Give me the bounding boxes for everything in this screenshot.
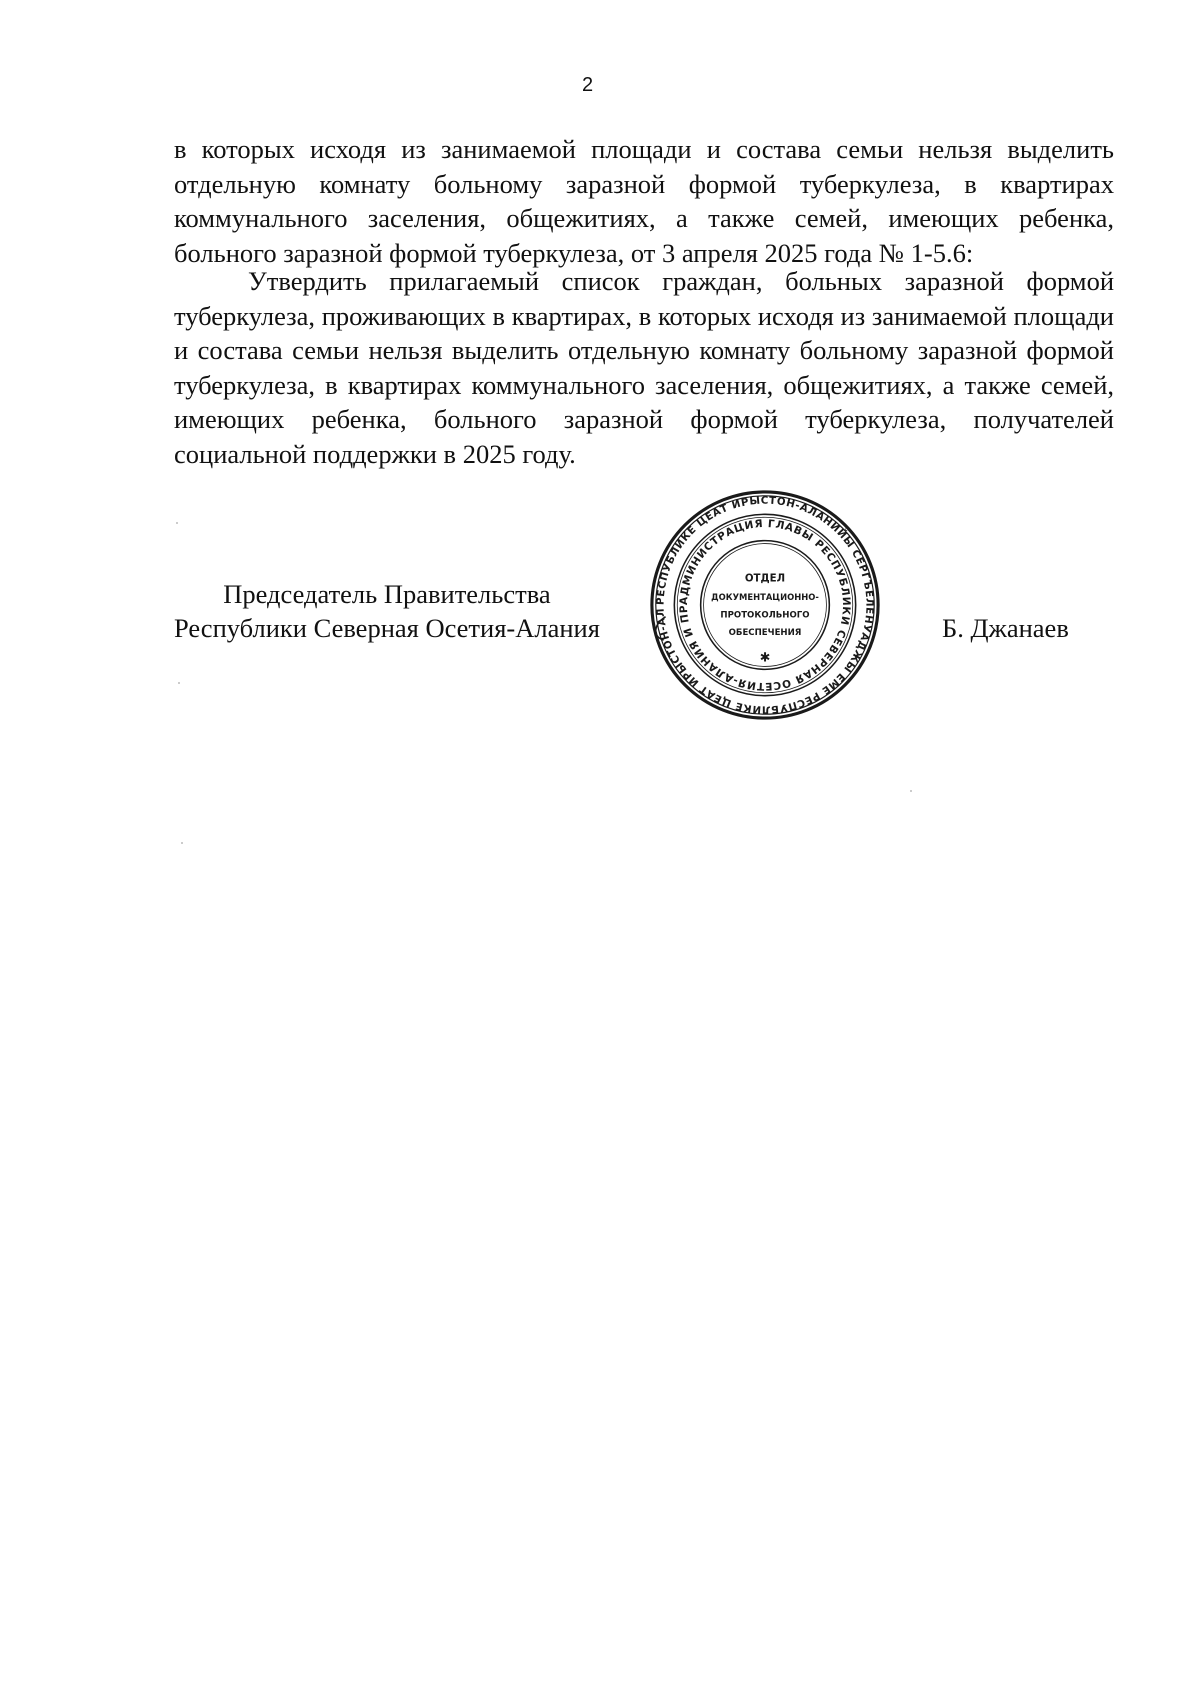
page-number: 2	[581, 74, 594, 96]
seal-graphic	[648, 488, 882, 722]
scan-speck	[176, 522, 178, 524]
paragraph-resolution: Утвердить прилагаемый список граждан, больных заразной формой туберкулеза, проживающих в квартирах, в которых исходя из занимаемой площади и состава семьи нельзя выделить отдельную комнату больному заразной формой туберкулеза, в квартирах коммунального заселения, общежитиях, а также семей, имеющих ребенка, больного заразной формой туберкулеза, получателей социальной поддержки в 2025 году.	[174, 266, 1114, 469]
signature-role-line1: Председатель Правительства	[223, 579, 551, 609]
signature-name: Б. Джанаев	[942, 613, 1069, 643]
seal-center-line-1: ОТДЕЛ	[744, 573, 786, 585]
signature-role-line2: Республики Северная Осетия-Алания	[174, 613, 600, 643]
signature-role	[174, 577, 600, 645]
seal-outer-ring-text: РЕСПУБЛИКЕ ЦЕАТ ИРЫСТОН-АЛАНИЙЫ СЕРГЪЕЛЕНУАДЖЫ ЕМЕ РЕСПУБЛИКЕ ЦЕАТ ИРЫСТОН-АЛ	[655, 495, 875, 715]
seal-center-line-3: ПРОТОКОЛЬНОГО	[720, 610, 810, 621]
seal-center-line-4: ОБЕСПЕЧЕНИЯ	[728, 628, 802, 639]
seal-middle-ring-text: АДМИНИСТРАЦИЯ ГЛАВЫ РЕСПУБЛИКИ СЕВЕРНАЯ ОСЕТИЯ-АЛАНИЯ И ПР	[677, 517, 853, 693]
scan-speck	[181, 842, 183, 844]
scan-speck	[910, 790, 912, 792]
paragraph-continuation: в которых исходя из занимаемой площади и состава семьи нельзя выделить отдельную комнату больному заразной формой туберкулеза, в квартирах коммунального заселения, общежитиях, а также семей, имеющих ребенка, больного заразной формой туберкулеза, от 3 апреля 2025 года № 1-5.6:	[174, 134, 1114, 268]
scan-speck	[178, 682, 180, 684]
seal-center-line-2: ДОКУМЕНТАЦИОННО-	[711, 592, 819, 603]
official-seal-stamp	[648, 488, 882, 722]
seal-star-icon: ✱	[759, 649, 771, 665]
